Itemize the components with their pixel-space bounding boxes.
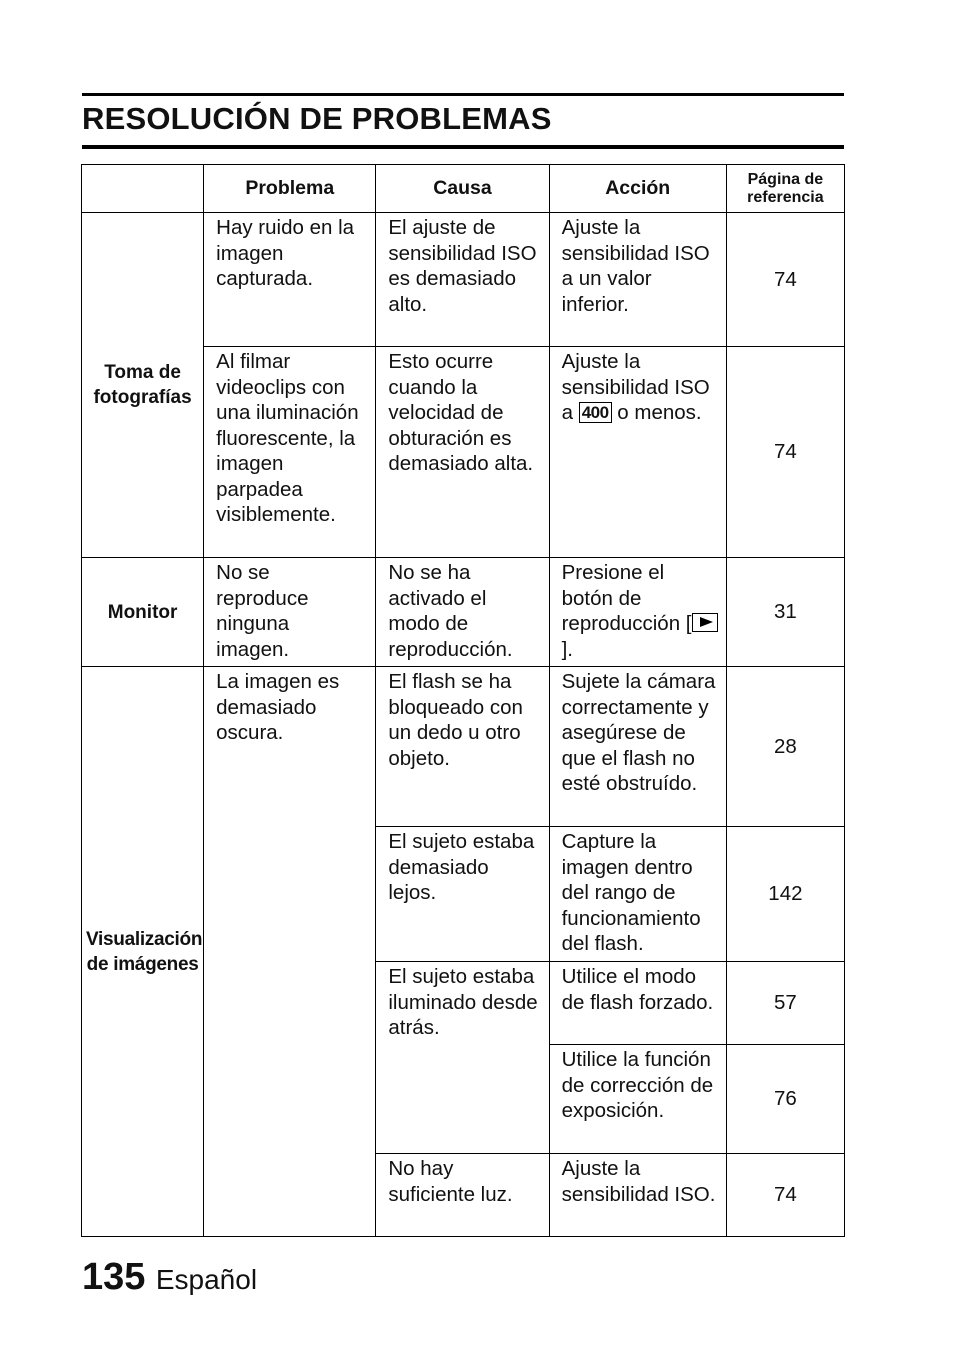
reference-cell: 74 xyxy=(726,347,844,558)
cause-cell: El flash se ha bloqueado con un dedo u otro objeto. xyxy=(376,667,549,827)
header-cause: Causa xyxy=(376,165,549,213)
problem-cell: No se reproduce ninguna imagen. xyxy=(204,558,376,667)
table-row xyxy=(82,558,845,667)
action-cell: Utilice el modo de flash forzado. xyxy=(549,962,726,1045)
page-title: RESOLUCIÓN DE PROBLEMAS xyxy=(82,101,552,136)
action-text: ]. xyxy=(561,637,573,661)
header-category xyxy=(82,165,204,213)
play-icon xyxy=(692,613,718,632)
problem-cell: Hay ruido en la imagen capturada. xyxy=(204,213,376,347)
problem-cell: La imagen es demasiado oscura. xyxy=(204,667,376,1237)
cause-cell: No hay suficiente luz. xyxy=(376,1154,549,1237)
cause-cell: El ajuste de sensibilidad ISO es demasiado alto. xyxy=(376,213,549,347)
reference-cell: 76 xyxy=(726,1045,844,1154)
action-text: Presione el botón de reproducción [ xyxy=(561,561,692,635)
reference-cell: 74 xyxy=(726,213,844,347)
action-text: o menos. xyxy=(617,401,702,424)
header-action: Acción xyxy=(549,165,726,213)
action-cell: Utilice la función de corrección de exposición. xyxy=(549,1045,726,1154)
action-cell xyxy=(549,558,726,667)
table-row xyxy=(82,213,845,347)
reference-cell: 142 xyxy=(726,827,844,962)
header-problem: Problema xyxy=(204,165,376,213)
action-cell: Sujete la cámara correctamente y asegúrese de que el flash no esté obstruído. xyxy=(549,667,726,827)
reference-cell: 74 xyxy=(726,1154,844,1237)
troubleshooting-table xyxy=(81,164,845,1237)
iso-400-icon: 400 xyxy=(579,402,612,423)
table-header-row xyxy=(82,165,845,213)
language-label: Español xyxy=(155,1264,258,1295)
category-cell: Visualización de imágenes xyxy=(82,667,204,1237)
reference-cell: 28 xyxy=(726,667,844,827)
title-rule-bottom xyxy=(82,145,844,149)
category-cell: Toma de fotografías xyxy=(82,213,204,558)
cause-cell: El sujeto estaba iluminado desde atrás. xyxy=(376,962,549,1154)
category-cell: Monitor xyxy=(82,558,204,667)
cause-cell: No se ha activado el modo de reproducción. xyxy=(376,558,549,667)
action-cell: Ajuste la sensibilidad ISO a un valor inferior. xyxy=(549,213,726,347)
header-reference: Página de referencia xyxy=(726,165,844,213)
cause-cell: Esto ocurre cuando la velocidad de obturación es demasiado alta. xyxy=(376,347,549,558)
page-footer xyxy=(82,1256,257,1299)
action-text: Ajuste la sensibilidad ISO a xyxy=(561,350,710,424)
action-cell: Capture la imagen dentro del rango de funcionamiento del flash. xyxy=(549,827,726,962)
reference-cell: 57 xyxy=(726,962,844,1045)
action-cell xyxy=(549,347,726,558)
title-rule-top xyxy=(82,93,844,96)
reference-cell: 31 xyxy=(726,558,844,667)
table-row xyxy=(82,667,845,827)
problem-cell: Al filmar videoclips con una iluminación fluorescente, la imagen parpadea visiblemente. xyxy=(204,347,376,558)
page-number: 135 xyxy=(82,1256,146,1298)
cause-cell: El sujeto estaba demasiado lejos. xyxy=(376,827,549,962)
action-cell: Ajuste la sensibilidad ISO. xyxy=(549,1154,726,1237)
